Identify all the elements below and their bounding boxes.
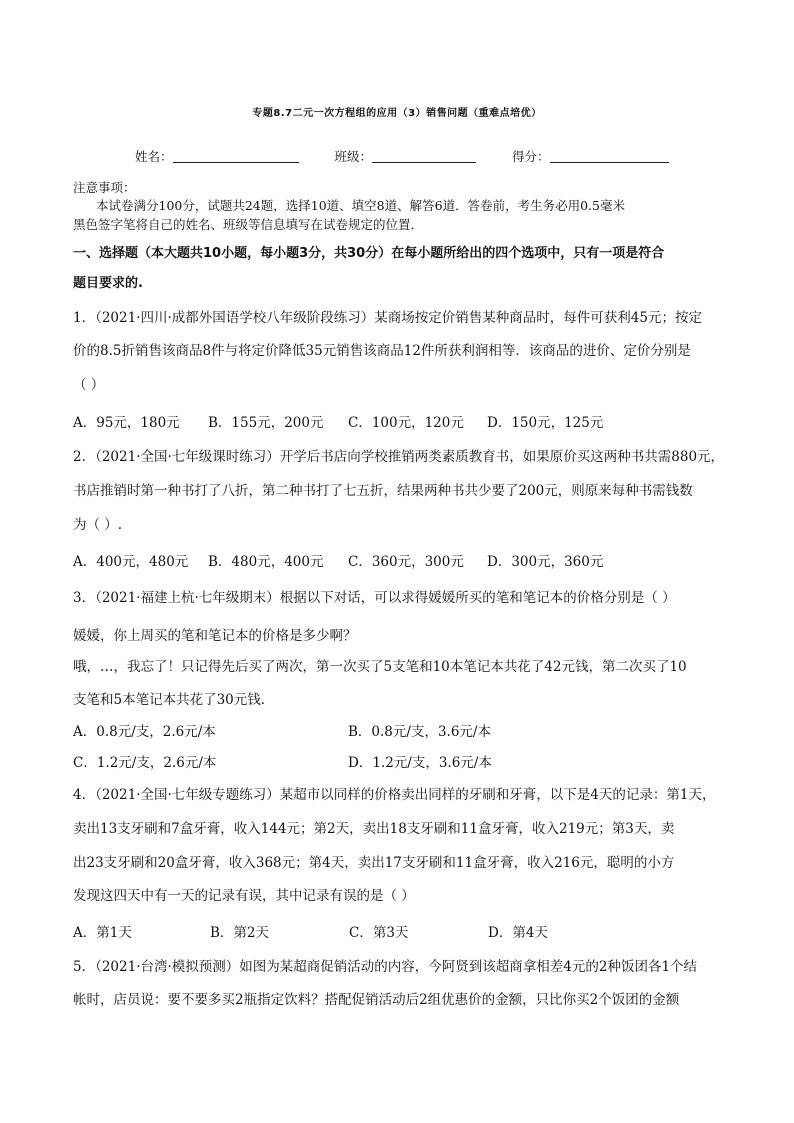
question-1-answer-bracket: （ ） <box>73 377 105 393</box>
question-3-dialog: 媛媛，你上周买的笔和笔记本的价格是多少啊？ <box>73 628 357 644</box>
question-2-option-b: B．480元，400元 <box>208 554 324 570</box>
question-2-text: 2．（2021·全国·七年级课时练习）开学后书店向学校推销两类素质教育书，如果原价买这两种书共需880元， <box>73 449 725 465</box>
question-1-option-c: C．100元，120元 <box>348 415 464 431</box>
name-field[interactable] <box>173 150 299 163</box>
question-4-text: 卖出13支牙刷和7盒牙膏，收入144元；第2天，卖出18支牙刷和11盒牙膏，收入219元；第3天，卖 <box>73 821 675 837</box>
score-label: 得分： <box>512 149 550 164</box>
question-3-text: 3．（2021·福建上杭·七年级期末）根据以下对话，可以求得媛媛所买的笔和笔记本的价格分别是（ ） <box>73 590 676 606</box>
question-4-option-c: C．第3天 <box>349 925 409 941</box>
question-3-dialog: 支笔和5本笔记本共花了30元钱． <box>73 692 275 708</box>
question-4-text: 4．（2021·全国·七年级专题练习）某超市以同样的价格卖出同样的牙刷和牙膏，以下是4天的记录：第1天， <box>73 787 716 803</box>
notes-line: 本试卷满分100分，试题共24题，选择10道、填空8道、解答6道．答卷前，考生务必用0.5毫米 <box>96 198 625 213</box>
question-2-option-a: A．400元，480元 <box>73 554 189 570</box>
class-field[interactable] <box>372 150 476 163</box>
question-1-option-a: A．95元，180元 <box>73 415 180 431</box>
question-2-text: 书店推销时第一种书打了八折，第二种书打了七五折，结果两种书共少要了200元，则原来每种书需钱数 <box>73 483 693 499</box>
question-2-text: 为（ ）. <box>73 517 123 533</box>
page-title: 专题8.7二元一次方程组的应用（3）销售问题（重难点培优） <box>252 108 542 119</box>
question-3-option-b: B．0.8元/支，3.6元/本 <box>348 724 491 740</box>
question-4-option-b: B．第2天 <box>210 925 270 941</box>
question-4-text: 发现这四天中有一天的记录有误，其中记录有误的是（ ） <box>73 888 415 904</box>
question-1-option-b: B．155元，200元 <box>208 415 324 431</box>
score-field[interactable] <box>550 150 669 163</box>
question-1-text: 价的8.5折销售该商品8件与将定价降低35元销售该商品12件所获利润相等．该商品的进价、定价分别是 <box>73 343 691 359</box>
question-4-text: 出23支牙刷和20盒牙膏，收入368元；第4天，卖出17支牙刷和11盒牙膏，收入216元，聪明的小方 <box>73 855 675 871</box>
question-2-option-d: D．300元，360元 <box>487 554 604 570</box>
question-4-option-d: D．第4天 <box>488 925 548 941</box>
question-3-option-c: C．1.2元/支，2.6元/本 <box>73 755 217 771</box>
question-5-text: 5．（2021·台湾·模拟预测）如图为某超商促销活动的内容，今阿贤到该超商拿相差4元的2种饭团各1个结 <box>73 959 698 975</box>
student-info-row <box>135 147 669 165</box>
question-3-option-d: D．1.2元/支，3.6元/本 <box>348 755 492 771</box>
question-5-text: 帐时，店员说：要不要多买2瓶指定饮料？搭配促销活动后2组优惠价的金额，只比你买2个饭团的金额 <box>73 992 680 1008</box>
notes-line: 黑色签字笔将自己的姓名、班级等信息填写在试卷规定的位置． <box>73 217 424 232</box>
class-label: 班级： <box>334 149 373 164</box>
name-label: 姓名： <box>135 149 173 164</box>
question-1-text: 1．（2021·四川·成都外国语学校八年级阶段练习）某商场按定价销售某种商品时，每件可获利45元；按定 <box>73 310 702 326</box>
section-heading: 题目要求的. <box>73 276 143 291</box>
section-heading: 一、选择题（本大题共10小题，每小题3分，共30分）在每小题所给出的四个选项中，只有一项是符合 <box>73 246 665 261</box>
question-3-option-a: A．0.8元/支，2.6元/本 <box>73 724 216 740</box>
question-3-dialog: 哦，…，我忘了！只记得先后买了两次，第一次买了5支笔和10本笔记本共花了42元钱，第二次买了10 <box>73 659 687 675</box>
question-4-option-a: A．第1天 <box>73 925 132 941</box>
question-1-option-d: D．150元，125元 <box>487 415 604 431</box>
question-2-option-c: C．360元，300元 <box>348 554 464 570</box>
notes-heading: 注意事项： <box>73 180 136 195</box>
